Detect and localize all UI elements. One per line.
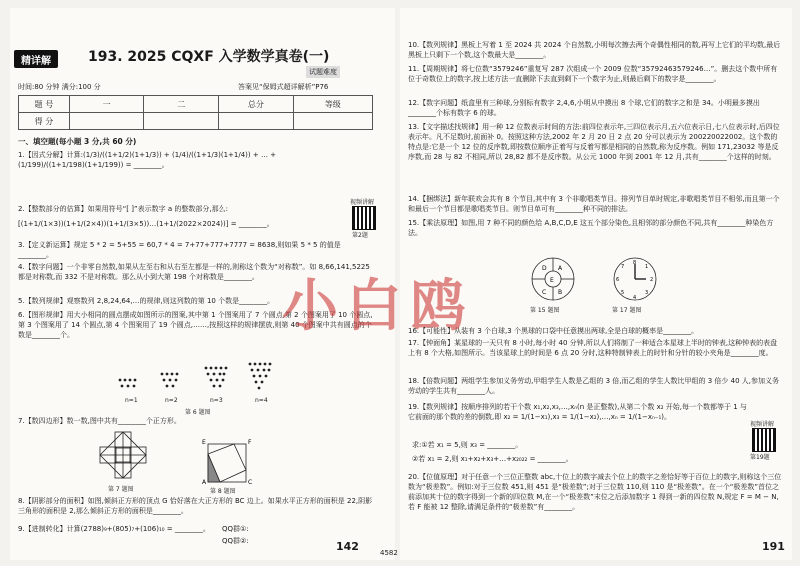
svg-text:7: 7 [621,264,625,270]
question-2-expr: [(1+1/(1×3))(1+1/(2×4))(1+1/(3×5))…(1+1/(2022×2024))] = ________。 [18,220,274,228]
figure-17-clock [612,256,658,302]
question-8: 8.【阴影部分的面积】如图,倾斜正方形的顶点 G 恰好落在大正方形的 BC 边上。如果水平正方形的面积是 22,阴影三角形的面积是 2,那么倾斜正方形的面积是________。 [18,497,373,515]
brand-logo: 精详解 [14,50,58,68]
caption-fig7: 第 7 题图 [108,486,134,493]
question-15: 15.【乘法原理】如图,用 7 种不同的颜色给 A,B,C,D,E 这五个部分染色,且相邻的部分颜色不同,共有________种染色方法。 [408,219,774,237]
figure-8-squares [200,434,260,484]
svg-text:E: E [550,277,554,284]
score-table [18,95,373,130]
page-number-left: 142 [336,540,359,553]
score-cell [219,113,294,130]
question-16: 16.【可能性】从装有 3 个白球,3 个黑球的口袋中任意摸出两球,全是白球的概率是________。 [408,327,699,335]
figure-6-dots [110,362,280,400]
time-score-info: 时间:80 分钟 满分:100 分 [18,83,101,91]
score-header-cell: 总分 [219,96,294,113]
caption-fig15: 第 15 题图 [530,307,560,314]
svg-text:3: 3 [645,290,649,296]
video-label: 视频讲解 [350,199,375,206]
caption-n2: n=2 [165,397,178,404]
svg-text:F: F [248,439,252,446]
score-header-cell: 二 [144,96,219,113]
figure-7-squares [98,430,148,480]
question-9: 9.【进制转化】计算(2788)₉+(805)₇+(106)₁₀ = ________。 [18,525,210,533]
question-10: 10.【数列规律】黑板上写着 1 至 2024 共 2024 个自然数,小明每次擦去两个奇偶性相同的数,再写上它们的平均数,最后黑板上只剩下一个数,这个数最大是________。 [408,41,781,59]
score-cell [69,113,144,130]
svg-text:6: 6 [616,277,620,283]
caption-fig19: 第19题 [750,454,770,461]
question-1: 1.【因式分解】计算:(1/3)/((1+1/2)(1+1/3)) + (1/4)/((1+1/3)(1+1/4)) + … + (1/199)/((1+1/198)(1+1/199)) = ________。 [18,151,277,169]
question-2: 2.【整数部分的估算】如果用符号“[ ]”表示数字 a 的整数部分,那么: [18,205,228,213]
question-5: 5.【数列规律】观察数列 2,8,24,64,…的规律,则这列数的第 10 个数是________。 [18,297,275,305]
difficulty-badge: 试题难度 [306,66,340,78]
section-title: 一、填空题(每小题 3 分,共 60 分) [18,137,137,146]
question-14: 14.【捆绑法】新年联欢会共有 8 个节目,其中有 3 个非歌唱类节目。排列节目单时规定,非歌唱类节目不相邻,而且第一个和最后一个节目都是歌唱类节目。则节目单可有________种不同的排法。 [408,195,780,213]
caption-fig17: 第 17 题图 [612,307,642,314]
question-7: 7.【数四边形】数一数,图中共有________个正方形。 [18,417,181,425]
score-header-cell: 一 [69,96,144,113]
score-cell [293,113,372,130]
svg-text:1: 1 [645,264,649,270]
question-3: 3.【定义新运算】规定 5 * 2 = 5+55 = 60,7 * 4 = 7+77+777+7777 = 8638,则如果 5 * 5 的值是________。 [18,241,341,259]
question-11: 11.【周期规律】将七位数“3579246”重复写 287 次组成一个 2009 位数“35792463579246…”。删去这个数中所有位于奇数位上的数字,按上述方法一直删除下去直到剩下一个数字为止,则最后剩下的数字是________。 [408,65,778,83]
caption-fig8: 第 8 题图 [210,488,236,495]
footer-text: 4582 [380,549,398,557]
qr-code[interactable] [352,206,376,230]
score-row-label: 得 分 [19,113,70,130]
question-6: 6.【图形规律】用大小相同的圆点摆成如图所示的图案,其中第 1 个图案用了 7 个圆点,第 2 个图案用了 10 个圆点,第 3 个图案用了 14 个圆点,第 4 个图案用了 19 个圆点,……,按照这样的规律摆放,则第 40 个图案中共有圆点的个数是________个。 [18,311,373,339]
question-17: 17.【钟面角】某星球的一天只有 8 小时,每小时 40 分钟,所以人们将制了一种适合本星球上半时的钟表,这种钟表的表盘上有 8 个大格,如图所示。当该星球上的时间是 6 点 20 分时,这种特制钟表上的时针和分针的较小夹角是________度。 [408,339,778,357]
svg-text:A: A [202,479,207,484]
qq-group-1: QQ群①: [222,525,249,533]
answer-reference: 答案见“保姆式超详解析”P76 [238,83,329,91]
question-19-part-1: 求:①若 x₁ = 5,则 x₃ = ________。 [412,441,523,449]
question-20: 20.【位值原理】对于任意一个三位正整数 abc,十位上的数字减去个位上的数字之差恰好等于百位上的数字,则称这个三位数为“极差数”。例如:对于三位数 451,则 451 是“极差数”;对于三位数 110,则 110 是“极差数”。在一个“极差数”首位之前添加其十位的数字得到一个新的四位数 M,在一个“极差数”末位之后添加数字 1 得到一新的四位数 N,规定 F = M − N,若 F 能被 12 整除,请满足条件的“极差数”有________。 [408,473,782,511]
question-12: 12.【数字问题】纸盒里有三种球,分别标有数字 2,4,6,小明从中摸出 8 个球,它们的数字之和是 34。小明最多摸出________个标有数字 6 的球。 [408,99,760,117]
score-header-cell: 等级 [293,96,372,113]
qr-code[interactable] [752,428,776,452]
question-13: 13.【文字描述找规律】用一种 12 位数表示时间的方法:前四位表示年,三四位表示月,五六位表示日,七八位表示时,后四位表示年。凡不足数时,前面补 0。按照这种方法,2002 年 2 月 20 日 2 点 20 分可以表示为 200220022002。这个数的特点是:它是一个 12 位的反序数,即按数位顺序正着写与反着写都是相同的自然数,称为反序数。例如 171,23032 等是反序数,而 28 与 82 不相同,所以 28,82 都不是反序数。从公元 1000 年到 2001 年 12 月,共有________个这样的时刻。 [408,123,780,161]
figure-15-circle [530,256,576,302]
page-number-right: 191 [762,540,785,553]
svg-text:D: D [542,265,547,272]
caption-n4: n=4 [255,397,268,404]
svg-text:2: 2 [650,277,654,283]
score-header-cell: 题 号 [19,96,70,113]
exam-title: 193. 2025 CQXF 入学数学真卷(一) [88,49,330,65]
qq-group-2: QQ群②: [222,537,249,545]
svg-text:8: 8 [633,260,637,266]
svg-text:B: B [558,289,563,296]
svg-text:E: E [202,439,206,446]
svg-text:C: C [248,479,253,484]
svg-text:5: 5 [621,290,625,296]
svg-text:A: A [558,265,563,272]
question-4: 4.【数字问题】一个非零自然数,如果从左至右和从右至左都是一样的,则称这个数为“对称数”。如 8,66,141,5225 都是对称数,而 332 不是对称数。那么从小到大第 198 个对称数是________。 [18,263,370,281]
caption-n3: n=3 [210,397,223,404]
watermark: 小白鸥 [282,274,474,339]
caption-n1: n=1 [125,397,138,404]
caption-fig2: 第2题 [352,232,368,239]
caption-fig6: 第 6 题图 [185,409,211,416]
video-label: 视频讲解 [750,421,775,428]
question-18: 18.【倍数问题】两组学生参加义务劳动,甲组学生人数是乙组的 3 倍,而乙组的学生人数比甲组的 3 倍少 40 人,参加义务劳动的学生共有________人。 [408,377,779,395]
svg-text:4: 4 [633,295,637,301]
score-cell [144,113,219,130]
question-19-part-2: ②若 x₁ = 2,则 x₁+x₂+x₃+…+x₂₀₂₂ = ________。 [412,455,573,463]
svg-text:C: C [542,289,547,296]
question-19: 19.【数列规律】按顺序排列的若干个数 x₁,x₂,x₃,…,xₙ(n 是正整数),从第二个数 x₂ 开始,每一个数都等于 1 与它前面的那个数的差的倒数,即 x₂ = 1/(1−x₁),x₃ = 1/(1−x₂),…,xₙ = 1/(1−xₙ₋₁)。 [408,403,747,421]
